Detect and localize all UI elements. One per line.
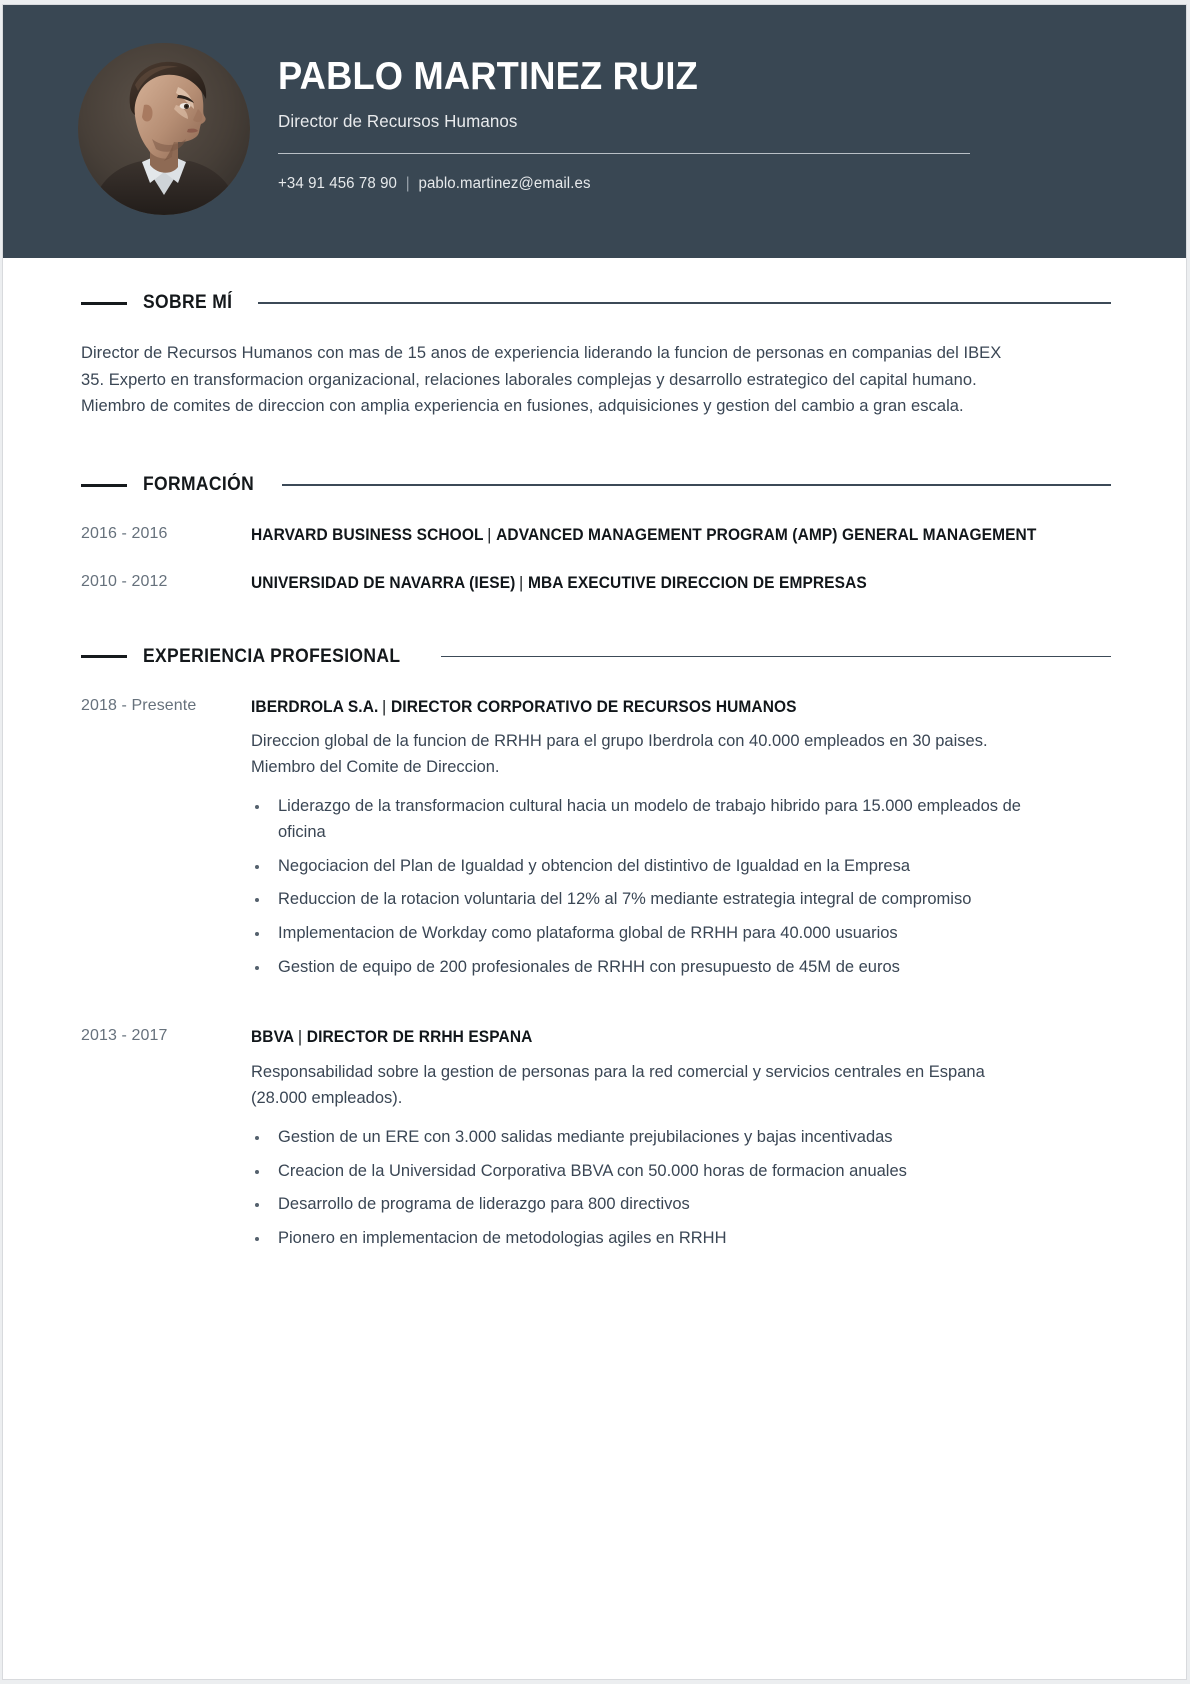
education-title [251, 572, 1059, 594]
portrait-photo-icon [78, 43, 250, 215]
section-header-experience [81, 646, 1111, 668]
list-item: Liderazgo de la transformacion cultural hacia un modelo de trabajo hibrido para 15.000 empleados de oficina [251, 794, 1041, 845]
title-separator: | [382, 697, 387, 716]
resume-page [3, 5, 1186, 1679]
experience-company: BBVA [251, 1028, 295, 1047]
title-separator: | [519, 574, 524, 593]
experience-detail [251, 696, 1111, 989]
list-item: Gestion de un ERE con 3.000 salidas mediante prejubilaciones y bajas incentivadas [251, 1125, 1041, 1151]
list-item: Negociacion del Plan de Igualdad y obtencion del distintivo de Igualdad en la Empresa [251, 854, 1041, 880]
email-value[interactable]: pablo.martinez@email.es [418, 174, 591, 192]
education-program: ADVANCED MANAGEMENT PROGRAM (AMP) GENERAL MANAGEMENT [496, 526, 1037, 545]
about-paragraph: Director de Recursos Humanos con mas de 15 anos de experiencia liderando la funcion de personas en companias del IBEX 35. Experto en transformacion organizacional, relaciones laborales complejas y desarrollo estrategico del capital humano. Miembro de comites de direccion con amplia experiencia en fusiones, adquisiciones y gestion del cambio a gran escala. [81, 344, 1002, 416]
education-title [251, 524, 1059, 546]
section-about [81, 292, 1111, 420]
section-title-about: SOBRE MÍ [143, 292, 233, 313]
experience-title [251, 696, 1059, 718]
education-dates: 2010 - 2012 [81, 573, 168, 591]
contact-line [278, 175, 1127, 193]
header-divider [278, 153, 970, 154]
education-entry [81, 572, 1111, 594]
section-dash-icon [81, 302, 127, 305]
list-item: Pionero en implementacion de metodologias agiles en RRHH [251, 1226, 1041, 1252]
section-experience [81, 646, 1111, 1260]
experience-detail [251, 1026, 1111, 1259]
phone-value[interactable]: +34 91 456 78 90 [278, 174, 398, 192]
section-rule [258, 302, 1111, 303]
avatar [78, 43, 250, 215]
experience-bullets [251, 1125, 1041, 1252]
contact-separator: | [405, 174, 410, 192]
experience-bullets [251, 794, 1041, 980]
education-program: MBA EXECUTIVE DIRECCION DE EMPRESAS [527, 574, 867, 593]
experience-title [251, 1026, 1059, 1048]
title-separator: | [487, 526, 492, 545]
list-item: Implementacion de Workday como plataforma global de RRHH para 40.000 usuarios [251, 921, 1041, 947]
job-title-subtitle: Director de Recursos Humanos [278, 110, 518, 131]
experience-company: IBERDROLA S.A. [251, 697, 379, 716]
section-header-about [81, 292, 1111, 314]
experience-description: Direccion global de la funcion de RRHH para el grupo Iberdrola con 40.000 empleados en 30 paises. Miembro del Comite de Direccion. [251, 731, 988, 777]
title-separator: | [297, 1028, 303, 1047]
education-entry [81, 524, 1111, 546]
education-detail [251, 572, 1111, 594]
experience-role: DIRECTOR CORPORATIVO DE RECURSOS HUMANOS [391, 697, 797, 716]
experience-dates: 2013 - 2017 [81, 1027, 168, 1045]
experience-description: Responsabilidad sobre la gestion de personas para la red comercial y servicios centrales en Espana (28.000 empleados). [251, 1062, 985, 1107]
page-title: PABLO MARTINEZ RUIZ [278, 55, 698, 98]
section-title-education: FORMACIÓN [143, 474, 255, 496]
list-item: Reduccion de la rotacion voluntaria del 12% al 7% mediante estrategia integral de compromiso [251, 887, 1041, 913]
education-detail [251, 524, 1111, 546]
education-institution: UNIVERSIDAD DE NAVARRA (IESE) [251, 574, 516, 593]
resume-body [3, 292, 1186, 1260]
experience-role: DIRECTOR DE RRHH ESPANA [306, 1028, 533, 1047]
education-dates: 2016 - 2016 [81, 525, 168, 543]
section-header-education [81, 474, 1111, 496]
experience-entry [81, 1026, 1111, 1259]
list-item: Creacion de la Universidad Corporativa BBVA con 50.000 horas de formacion anuales [251, 1159, 1041, 1185]
header-text-block [278, 43, 1186, 193]
section-dash-icon [81, 655, 127, 658]
section-rule [282, 484, 1111, 485]
list-item: Gestion de equipo de 200 profesionales de RRHH con presupuesto de 45M de euros [251, 955, 1041, 981]
section-title-experience: EXPERIENCIA PROFESIONAL [143, 645, 401, 667]
resume-header [3, 5, 1186, 258]
experience-dates: 2018 - Presente [81, 696, 197, 714]
section-rule [441, 656, 1111, 657]
experience-entry [81, 696, 1111, 989]
education-institution: HARVARD BUSINESS SCHOOL [251, 526, 484, 545]
section-dash-icon [81, 484, 127, 487]
section-education [81, 474, 1111, 595]
list-item: Desarrollo de programa de liderazgo para 800 directivos [251, 1192, 1041, 1218]
